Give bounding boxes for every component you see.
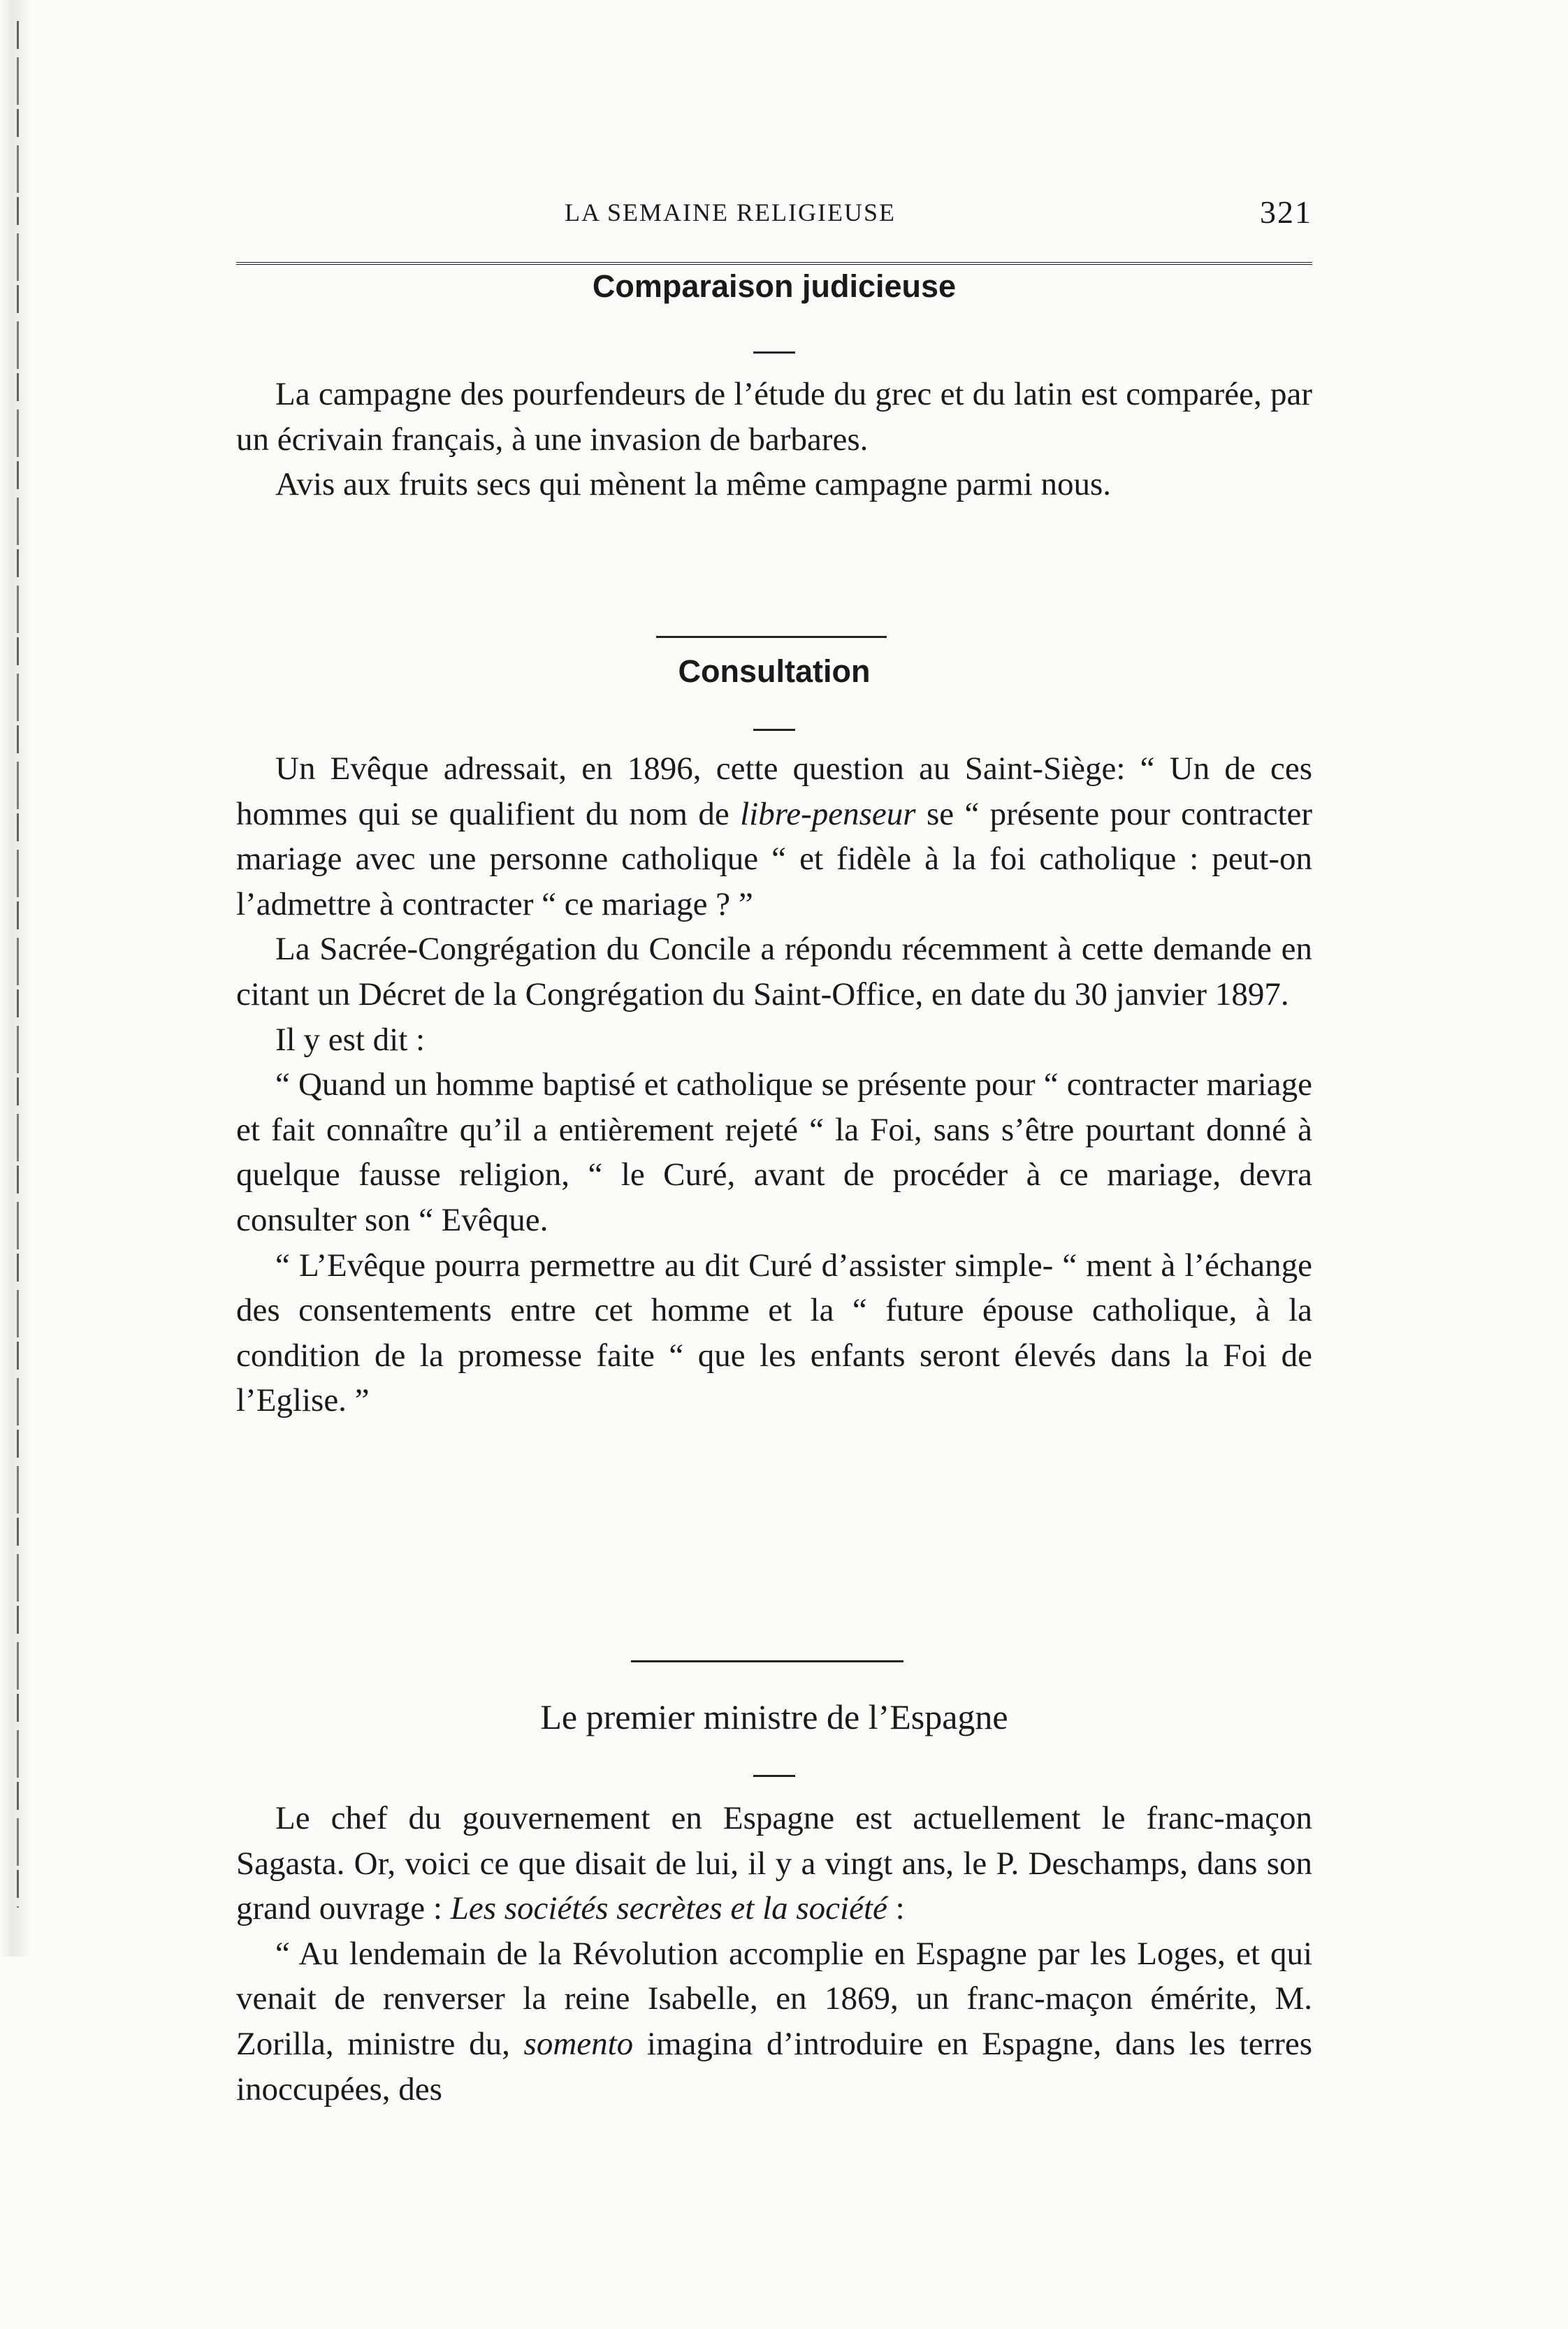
title-dash xyxy=(753,729,795,731)
section-separator xyxy=(631,1660,903,1662)
italic-term: somento xyxy=(523,2025,634,2062)
text-run: “ Au lendemain de la Révolution accomplie en Espagne par les Loges, et qui venait de renverser la reine Isabelle, en 1869, un franc-maçon émérite, M. Zorilla, ministre du, xyxy=(236,1935,1312,2062)
section-espagne-body xyxy=(236,1796,1312,2112)
paragraph: Avis aux fruits secs qui mènent la même campagne parmi nous. xyxy=(275,466,1111,503)
title-dash xyxy=(753,351,795,354)
binding-edge xyxy=(17,21,19,1908)
section-title-espagne: Le premier ministre de l’Espagne xyxy=(540,1697,1008,1736)
running-head xyxy=(236,194,1312,240)
text-run: Le chef du gouvernement en Espagne est actuellement le franc-maçon Sagasta. Or, voici ce que disait de lui, il y a vingt ans, le P. Deschamps, dans son grand ouvrage : xyxy=(236,1800,1312,1927)
italic-term: libre-penseur xyxy=(740,795,916,832)
paragraph: Il y est dit : xyxy=(275,1021,426,1058)
page-number: 321 xyxy=(1260,194,1312,230)
paragraph: La campagne des pourfendeurs de l’étude du grec et du latin est comparée, par un écrivain français, à une invasion de barbares. xyxy=(236,376,1312,458)
text-run: se “ présente pour contracter mariage avec une personne catholique “ et fidèle à la foi catholique : peut-on l’admettre à contracter “ ce mariage ? ” xyxy=(236,795,1313,922)
section-title-consultation: Consultation xyxy=(678,653,871,689)
paragraph xyxy=(236,1931,1312,2112)
section-consultation-body xyxy=(236,746,1312,1423)
section-separator xyxy=(656,636,887,638)
title-dash xyxy=(753,1775,795,1777)
paragraph: “ Quand un homme baptisé et catholique se présente pour “ contracter mariage et fait connaître qu’il a entièrement rejeté “ la Foi, sans s’être pourtant donné à quelque fausse religion, “ le Curé, avant de procéder à ce mariage, devra consulter son “ Evêque. xyxy=(236,1066,1312,1238)
paragraph xyxy=(236,1796,1312,1931)
italic-title: Les sociétés secrètes et la société xyxy=(450,1890,887,1927)
text-run: imagina d’introduire en Espagne, dans les terres inoccupées, des xyxy=(236,2025,1313,2107)
paragraph: La Sacrée-Congrégation du Concile a répondu récemment à cette demande en citant un Décret de la Congrégation du Saint-Office, en date du 30 janvier 1897. xyxy=(236,931,1312,1013)
text-run: Un Evêque adressait, en 1896, cette question au Saint-Siège: “ Un de ces hommes qui se qualifient du nom de xyxy=(236,750,1312,832)
paragraph: “ L’Evêque pourra permettre au dit Curé d’assister simple- “ ment à l’échange des consentements entre cet homme et la “ future épouse catholique, à la condition de la promesse faite “ que les enfants seront élevés dans la Foi de l’Eglise. ” xyxy=(236,1247,1312,1419)
section-comparaison-body xyxy=(236,372,1312,507)
running-title: LA SEMAINE RELIGIEUSE xyxy=(565,198,896,226)
header-rule xyxy=(236,262,1312,265)
section-title-comparaison: Comparaison judicieuse xyxy=(592,268,957,304)
binding-shadow xyxy=(0,0,32,1957)
paragraph xyxy=(236,746,1312,927)
text-run: : xyxy=(895,1890,905,1927)
